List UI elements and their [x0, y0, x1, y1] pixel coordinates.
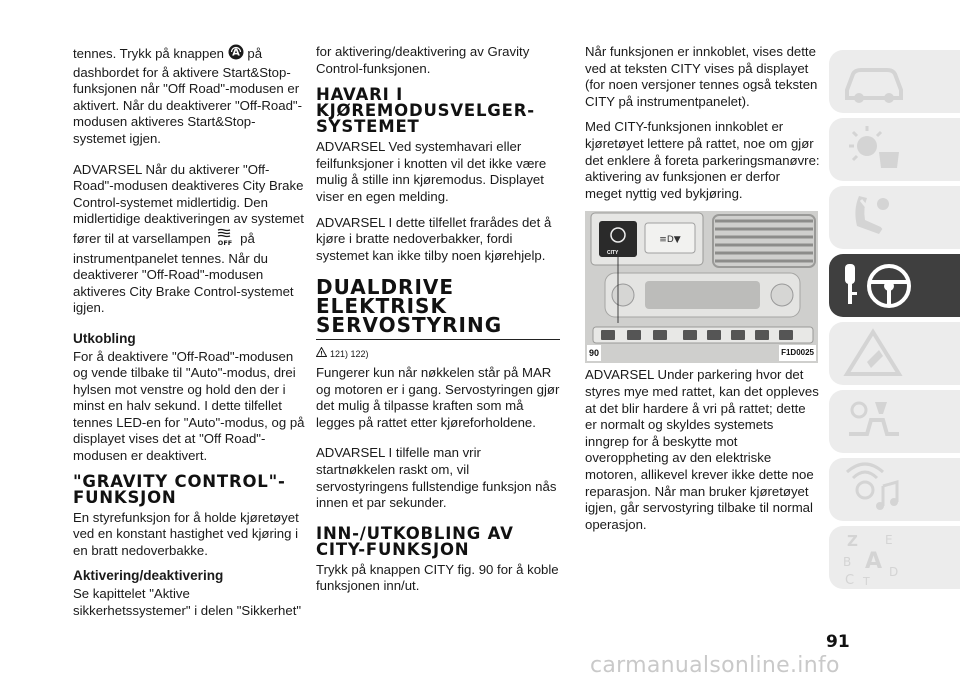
svg-text:≡D▼: ≡D▼: [659, 235, 681, 246]
paragraph: Når funksjonen er innkoblet, vises dette ved at teksten CITY vises på displayet (for noen versjoner tennes også teksten CITY på instrumentpanelet).: [585, 44, 818, 109]
paragraph: En styrefunksjon for å holde kjøretøyet ved en konstant hastighet ved kjøring i en bratt nedoverbakke.: [73, 509, 299, 558]
paragraph: ADVARSEL Under parkering hvor det styres mye med rattet, kan det oppleves at det blir hardere å vri på rattet; dette er normalt og skyldes systemets inngrep for å beskytte mot overoppheting av den elektriske motoren, allikevel krever ikke dette noe reparasjon. Når man bruker kjøretøyet igjen, går servostyring tilbake til normal operasjon.: [585, 367, 819, 532]
seat-safety-icon: [839, 190, 909, 245]
heading-dualdrive: DUALDRIVE ELEKTRISK SERVOSTYRING: [316, 275, 503, 338]
index-letter: B: [843, 555, 852, 569]
index-letter: E: [885, 533, 893, 547]
column-right: [585, 44, 820, 542]
index-letter: A: [865, 549, 883, 574]
tab-index[interactable]: [829, 526, 960, 589]
paragraph: Trykk på knappen CITY fig. 90 for å koble funksjonen inn/ut.: [316, 561, 559, 594]
paragraph: Se kapittelet "Aktive sikkerhetssystemer" i delen "Sikkerhet": [73, 586, 302, 618]
svg-text:OFF: OFF: [218, 238, 233, 246]
tab-maintenance[interactable]: [829, 390, 960, 453]
paragraph: ADVARSEL I tilfelle man vrir startnøkkelen raskt om, vil servostyringens fullstendige funksjon nås innen et par sekunder.: [316, 445, 557, 511]
maintenance-icon: [839, 394, 909, 449]
svg-text:A: A: [231, 47, 240, 59]
index-letter: Z: [847, 532, 858, 550]
paragraph: [73, 44, 305, 148]
paragraph-text: på dashbordet for å aktivere Start&Stop-funksjonen når "Off Road"-modusen er aktivert. Når du deaktiverer "Off-Road"-modusen aktiveres Start&Stop-systemet igjen.: [73, 45, 302, 146]
multimedia-icon: [839, 462, 909, 517]
paragraph-text: på instrumentpanelet tennes. Når du deaktiverer "Off-Road"-modusen aktiveres City Brake Control-systemet igjen.: [73, 230, 294, 316]
svg-text:!: !: [320, 350, 323, 358]
paragraph: Med CITY-funksjonen innkoblet er kjøretøyet lettere på rattet, noe om gjør det enklere å foreta parkeringsmanøvre: aktivering av funksjonen er derfor meget nyttig ved bykjøring.: [585, 119, 820, 201]
tab-emergency[interactable]: [829, 322, 960, 385]
car-icon: [839, 54, 909, 109]
paragraph: For å deaktivere "Off-Road"-modusen og vende tilbake til "Auto"-modus, drei hylsen mot venstre og hold den der i minst en halv sekund. I dette tilfellet tennes LED-en for "Auto"-modus, og på displayet vises det at "Off Road"-modusen er deaktivert.: [73, 348, 305, 464]
heading-rule: [316, 339, 560, 340]
city-brake-off-warning-icon: [214, 228, 236, 251]
dashboard-lights-icon: [839, 122, 909, 177]
watermark: carmanualsonline.info: [590, 653, 840, 678]
warning-triangle-icon: [316, 346, 327, 363]
paragraph: ADVARSEL I dette tilfellet frarådes det å kjøre i bratte nedoverbakker, fordi systemet kan ikke tilby noen kjørehjelp.: [316, 214, 552, 263]
paragraph: for aktivering/deaktivering av Gravity Control-funksjonen.: [316, 44, 530, 76]
figure-number: 90: [587, 345, 601, 362]
tab-starting-driving[interactable]: [829, 254, 960, 317]
city-button-label: CITY: [607, 250, 619, 257]
dashboard-photo: [585, 211, 818, 363]
column-middle: [316, 44, 560, 604]
chapter-tabs: [829, 50, 960, 594]
figure-90-dashboard: [585, 211, 818, 363]
warning-breakdown-icon: [839, 326, 909, 381]
heading-utkobling: Utkobling: [73, 330, 136, 346]
start-stop-button-icon: [228, 44, 244, 65]
column-left: [73, 44, 305, 628]
index-letter: C: [845, 573, 855, 588]
paragraph-text: ADVARSEL Når du aktiverer "Off-Road"-modusen deaktiveres City Brake Control-systemet midlertidig. Den midlertidige deaktiveringen av systemet fører til at varsellampen: [73, 161, 304, 246]
figure-code: F1D0025: [779, 345, 816, 362]
index-letter: T: [863, 575, 870, 588]
heading-aktivering: Aktivering/deaktivering: [73, 568, 224, 584]
paragraph: [73, 162, 305, 317]
index-icon: [839, 530, 919, 588]
heading-gravity-control: "GRAVITY CONTROL"-FUNKSJON: [73, 471, 286, 507]
tab-dashboard-lights[interactable]: [829, 118, 960, 181]
warning-references: [316, 346, 560, 363]
index-letter: D: [889, 565, 899, 579]
tab-multimedia[interactable]: [829, 458, 960, 521]
paragraph-text: tennes. Trykk på knappen: [73, 45, 225, 61]
heading-havari: HAVARI I KJØREMODUSVELGER-SYSTEMET: [316, 85, 535, 137]
tab-car[interactable]: [829, 50, 960, 113]
tab-safety[interactable]: [829, 186, 960, 249]
warning-reference-numbers: 121) 122): [330, 349, 369, 360]
heading-inn-utkobling: INN-/UTKOBLING AV CITY-FUNKSJON: [316, 523, 514, 559]
paragraph: ADVARSEL Ved systemhavari eller feilfunksjoner i knotten vil det ikke være mulig å stille inn kjøremodus. Displayet viser en egen melding.: [316, 139, 547, 204]
page-number: 91: [826, 632, 850, 652]
paragraph: Fungerer kun når nøkkelen står på MAR og motoren er i gang. Servostyringen gjør det mulig å tilpasse kraften som må legges på rattet etter kjøreforholdene.: [316, 364, 560, 430]
key-steering-wheel-icon: [839, 258, 919, 313]
